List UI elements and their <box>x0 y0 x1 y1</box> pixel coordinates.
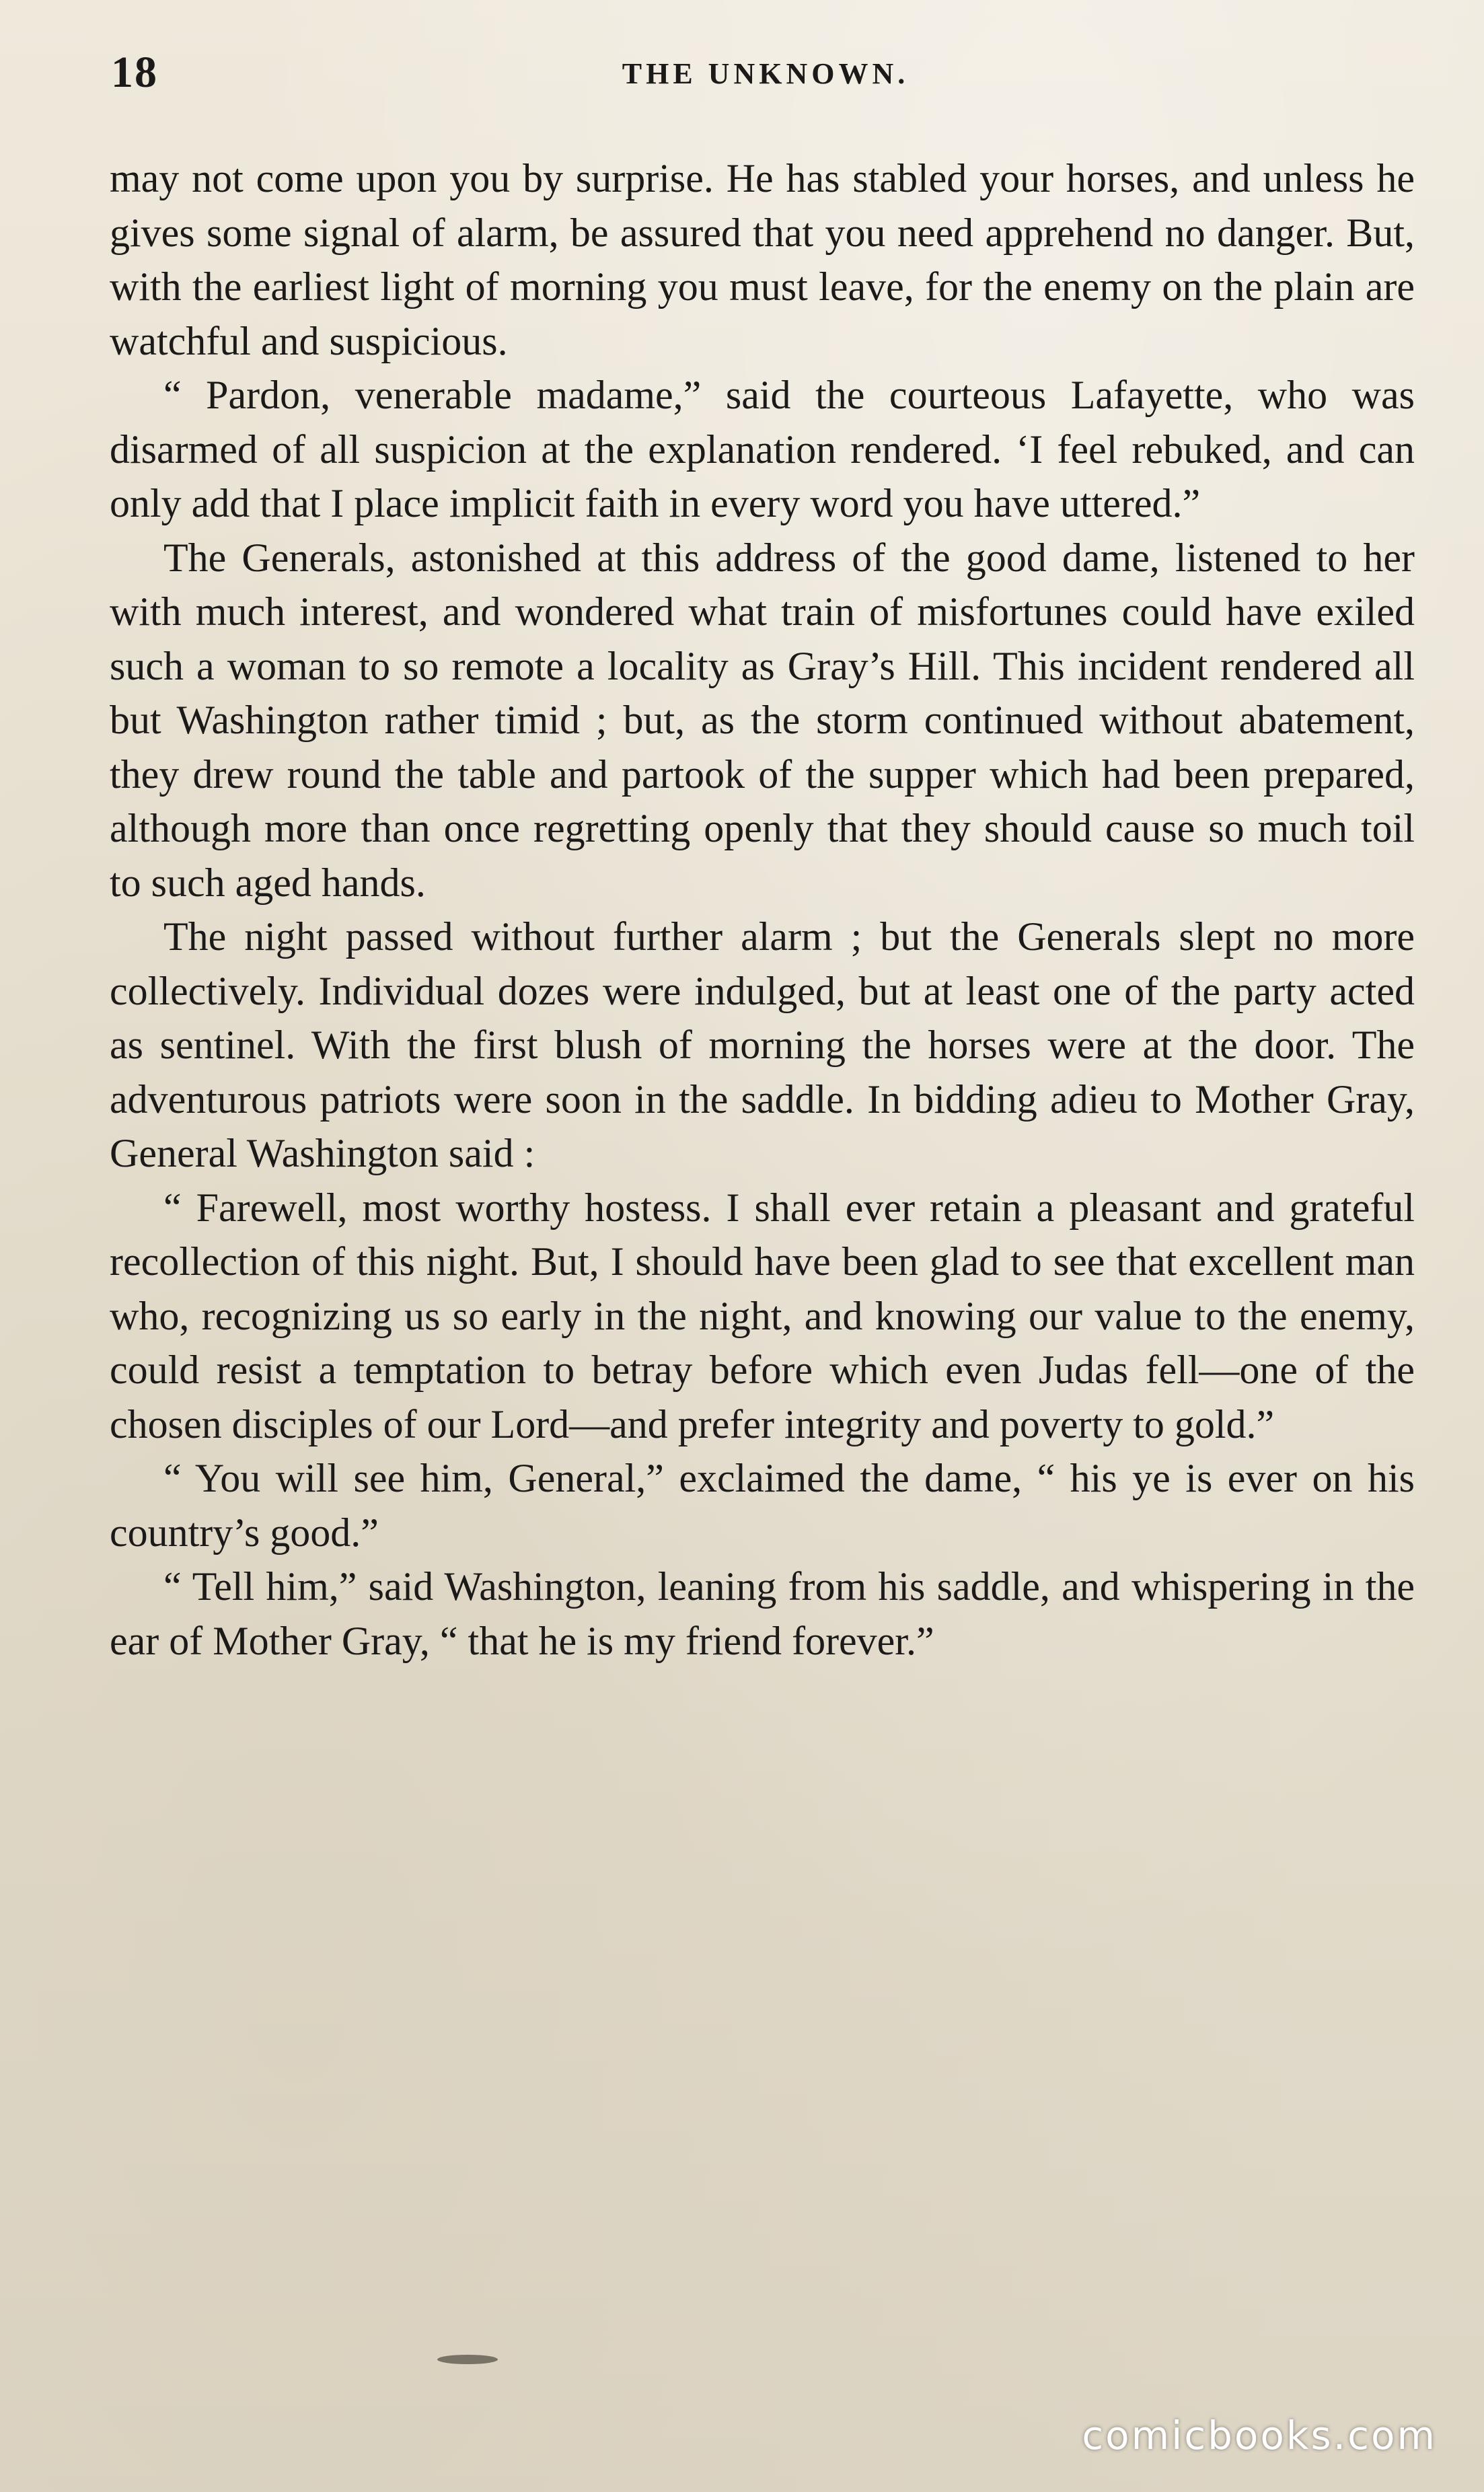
page-header <box>111 47 1420 108</box>
paragraph: “ Tell him,” said Washington, leaning from his saddle, and whispering in the ear of Mother Gray, “ that he is my friend forever.” <box>110 1564 1415 1663</box>
paragraph: The Generals, astonished at this address of the good dame, listened to her with much interest, and wondered what train of misfortunes could have exiled such a woman to so remote a locality as Gray’s Hill. This incident rendered all but Washington rather timid ; but, as the storm continued without abatement, they drew round the table and partook of the supper which had been prepared, although more than once regretting openly that they should cause so much toil to such aged hands. <box>110 535 1415 905</box>
body-text <box>110 151 1415 1668</box>
paragraph: “ Pardon, venerable madame,” said the courteous Lafayette, who was disarmed of all suspicion at the explanation rendered. ‘I feel rebuked, and can only add that I place implicit faith in every word you have uttered.” <box>110 373 1415 525</box>
paragraph: “ Farewell, most worthy hostess. I shall ever retain a pleasant and grateful recollection of this night. But, I should have been glad to see that excellent man who, recognizing us so early in the night, and knowing our value to the enemy, could resist a temptation to betray before which even Judas fell—one of the chosen disciples of our Lord—and prefer integrity and poverty to gold.” <box>110 1185 1415 1446</box>
paragraph: “ You will see him, General,” exclaimed the dame, “ his ye is ever on his country’s good.” <box>110 1456 1415 1555</box>
running-head: THE UNKNOWN. <box>622 57 910 90</box>
paragraph: may not come upon you by surprise. He has stabled your horses, and unless he gives some signal of alarm, be assured that you need apprehend no danger. But, with the earliest light of morning you must leave, for the enemy on the plain are watchful and suspicious. <box>110 156 1415 363</box>
ink-smudge <box>437 2355 498 2364</box>
reverse-page-bleed-through <box>114 1991 1426 2045</box>
watermark: comicbooks.com <box>1082 2413 1437 2458</box>
paragraph: The night passed without further alarm ; but the Generals slept no more collectively. Individual dozes were indulged, but at least one of the party acted as sentinel. With the first blush of morning the horses were at the door. The adventurous patriots were soon in the saddle. In bidding adieu to Mother Gray, General Washington said : <box>110 914 1415 1175</box>
page-number: 18 <box>111 48 158 97</box>
